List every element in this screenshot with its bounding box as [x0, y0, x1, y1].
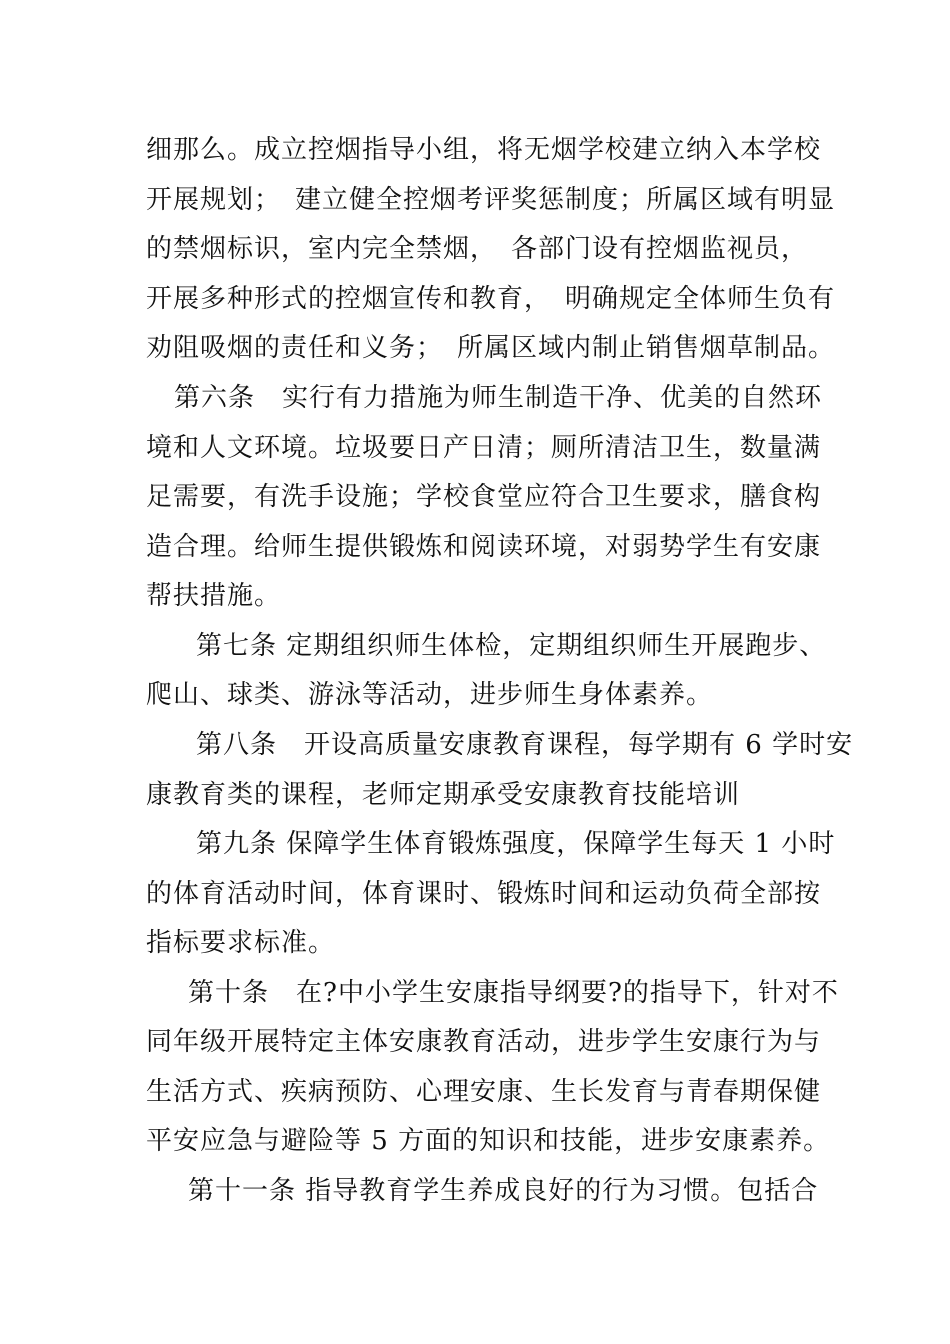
text-line-20: 生活方式、疾病预防、心理安康、生长发育与青春期保健 [146, 1077, 822, 1107]
text-line-3: 的禁烟标识，室内完全禁烟， 各部门设有控烟监视员， [146, 234, 809, 264]
text-line-4: 开展多种形式的控烟宣传和教育， 明确规定全体师生负有 [146, 284, 836, 314]
article-6-first-line: 第六条 实行有力措施为师生制造干净、优美的自然环 [174, 383, 823, 413]
text-line-8: 足需要，有洗手设施；学校食堂应符合卫生要求，膳食构 [146, 482, 822, 512]
article-9-first-line: 第九条 保障学生体育锻炼强度，保障学生每天 1 小时 [196, 829, 836, 859]
text-line-9: 造合理。给师生提供锻炼和阅读环境，对弱势学生有安康 [146, 532, 822, 562]
text-line-19: 同年级开展特定主体安康教育活动，进步学生安康行为与 [146, 1027, 822, 1057]
article-10-first-line: 第十条 在?中小学生安康指导纲要?的指导下，针对不 [188, 978, 839, 1008]
text-line-16: 的体育活动时间，体育课时、锻炼时间和运动负荷全部按 [146, 879, 822, 909]
text-line-14: 康教育类的课程，老师定期承受安康教育技能培训 [146, 780, 741, 810]
text-line-5: 劝阻吸烟的责任和义务； 所属区域内制止销售烟草制品。 [146, 333, 836, 363]
article-11-first-line: 第十一条 指导教育学生养成良好的行为习惯。包括合 [188, 1176, 819, 1206]
text-line-2: 开展规划； 建立健全控烟考评奖惩制度；所属区域有明显 [146, 185, 836, 215]
text-line-17: 指标要求标准。 [146, 928, 336, 958]
text-line-1: 细那么。成立控烟指导小组，将无烟学校建立纳入本学校 [146, 135, 822, 165]
article-7-first-line: 第七条 定期组织师生体检，定期组织师生开展跑步、 [196, 631, 827, 661]
text-line-21: 平安应急与避险等 5 方面的知识和技能，进步安康素养。 [146, 1126, 831, 1156]
article-8-first-line: 第八条 开设高质量安康教育课程，每学期有 6 学时安 [196, 730, 854, 760]
text-line-10: 帮扶措施。 [146, 581, 282, 611]
text-line-12: 爬山、球类、游泳等活动，进步师生身体素养。 [146, 680, 714, 710]
text-line-7: 境和人文环境。垃圾要日产日清；厕所清洁卫生，数量满 [146, 433, 822, 463]
